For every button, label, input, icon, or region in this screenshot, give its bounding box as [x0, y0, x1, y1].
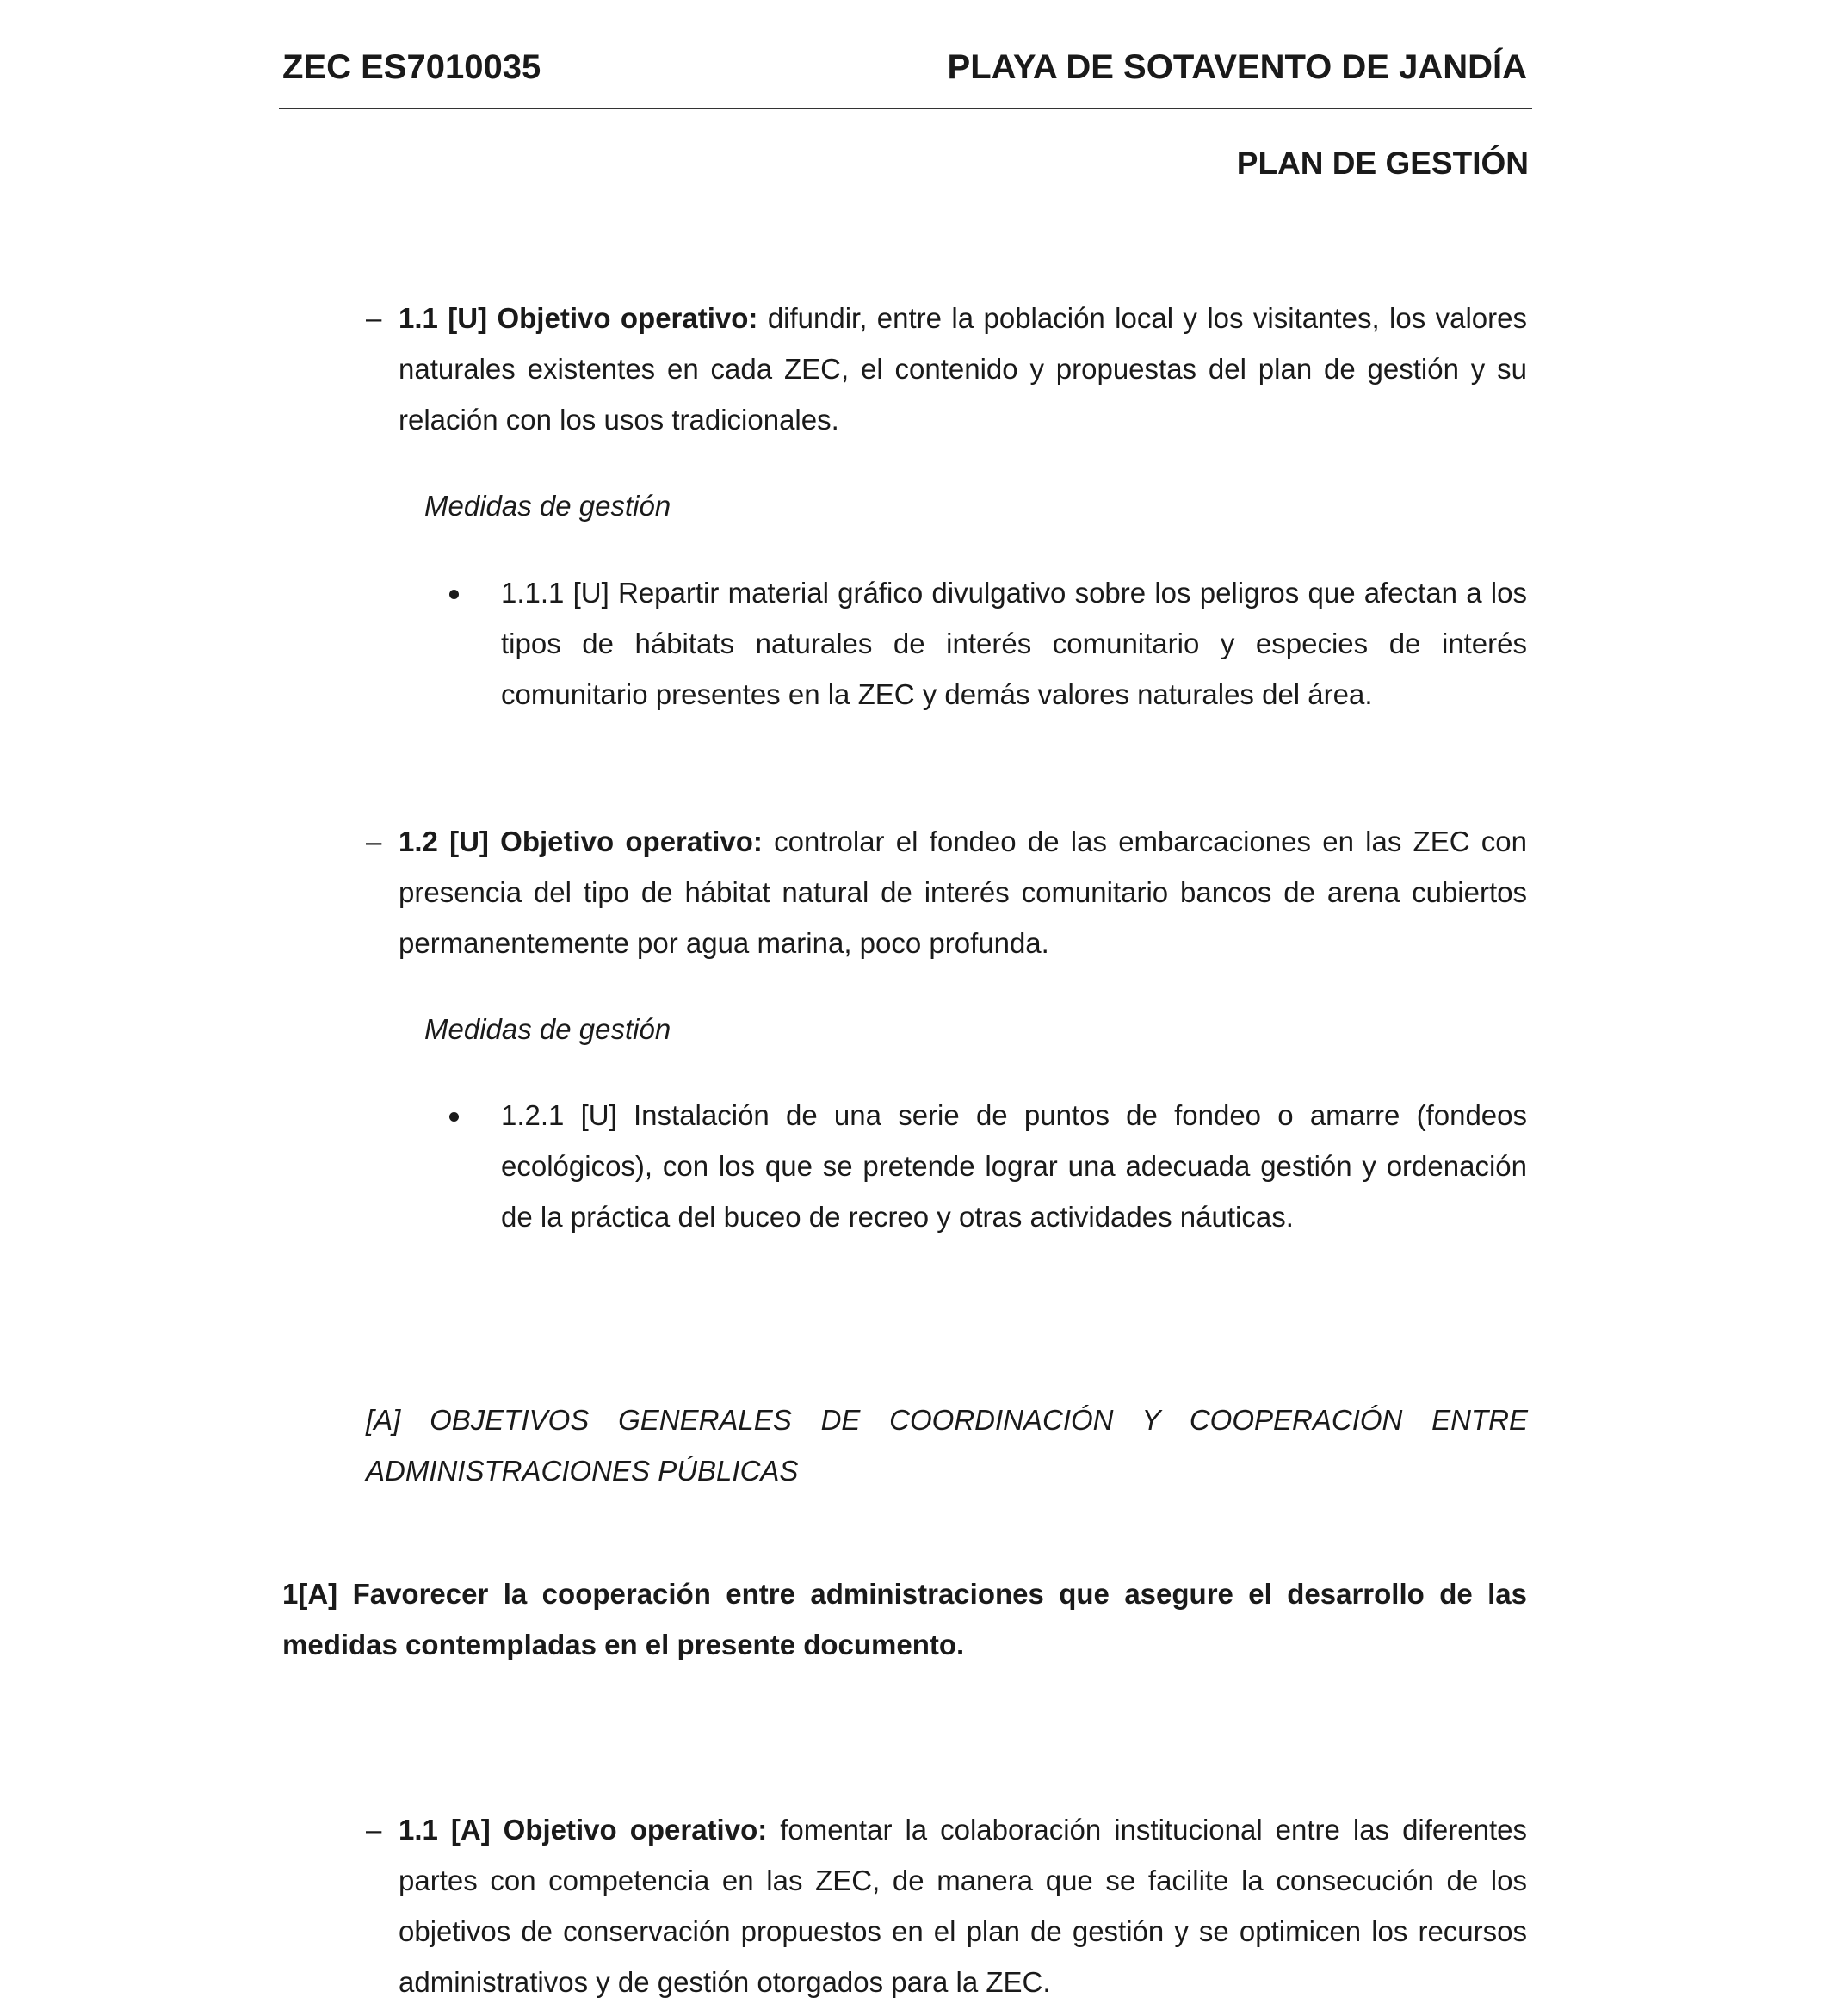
site-name: PLAYA DE SOTAVENTO DE JANDÍA [947, 48, 1527, 86]
objective-text: fomentar la colaboración institucional entre las diferentes partes con competencia en las ZEC, de manera que se facilite la consecución de los objetivos de conservación propuestos en el plan de gestión y se optimicen los recursos administrativos y de gestión otorgados para la ZEC. [399, 1814, 1527, 1998]
measure-1-1-1-u: 1.1.1 [U] Repartir material gráfico divulgativo sobre los peligros que afectan a los tipos de hábitats naturales de interés comunitario y especies de interés comunitario presentes en la ZEC y demás valores naturales del área. [501, 577, 1527, 710]
objective-1-1-u [399, 293, 1527, 445]
dash-marker: – [366, 302, 382, 334]
objective-text: difundir, entre la población local y los visitantes, los valores naturales existentes en cada ZEC, el contenido y propuestas del plan de gestión y su relación con los usos tradicionales. [399, 302, 1527, 436]
dash-marker: – [366, 1814, 382, 1846]
section-a-heading [366, 1395, 1528, 1496]
general-objective-1-a: 1[A] Favorecer la cooperación entre administraciones que asegure el desarrollo de las medidas contempladas en el presente documento. [282, 1578, 1527, 1660]
objective-text: controlar el fondeo de las embarcaciones en las ZEC con presencia del tipo de hábitat natural de interés comunitario bancos de arena cubiertos permanentemente por agua marina, poco profunda. [399, 826, 1527, 959]
measures-heading: Medidas de gestión [424, 1013, 671, 1045]
section-a-heading-line2: ADMINISTRACIONES PÚBLICAS [366, 1455, 799, 1487]
objective-1-2-u [399, 816, 1527, 968]
dash-marker: – [366, 826, 382, 857]
measure-1-2-1-u: 1.2.1 [U] Instalación de una serie de puntos de fondeo o amarre (fondeos ecológicos), con los que se pretende lograr una adecuada gestión y ordenación de la práctica del buceo de recreo y otras actividades náuticas. [501, 1099, 1527, 1233]
objective-1-1-a [399, 1804, 1527, 2007]
objective-label: 1.2 [U] Objetivo operativo: [399, 826, 763, 857]
objective-label: 1.1 [A] Objetivo operativo: [399, 1814, 768, 1846]
objective-label: 1.1 [U] Objetivo operativo: [399, 302, 758, 334]
bullet-marker [448, 567, 465, 618]
site-code: ZEC ES7010035 [282, 48, 541, 86]
document-subtitle: PLAN DE GESTIÓN [1236, 145, 1529, 181]
bullet-marker [448, 1090, 465, 1141]
page-header [281, 40, 1529, 91]
measures-heading: Medidas de gestión [424, 490, 671, 522]
header-divider [279, 108, 1532, 109]
section-a-heading-line1: [A] OBJETIVOS GENERALES DE COORDINACIÓN Y COOPERACIÓN ENTRE [366, 1404, 1528, 1436]
